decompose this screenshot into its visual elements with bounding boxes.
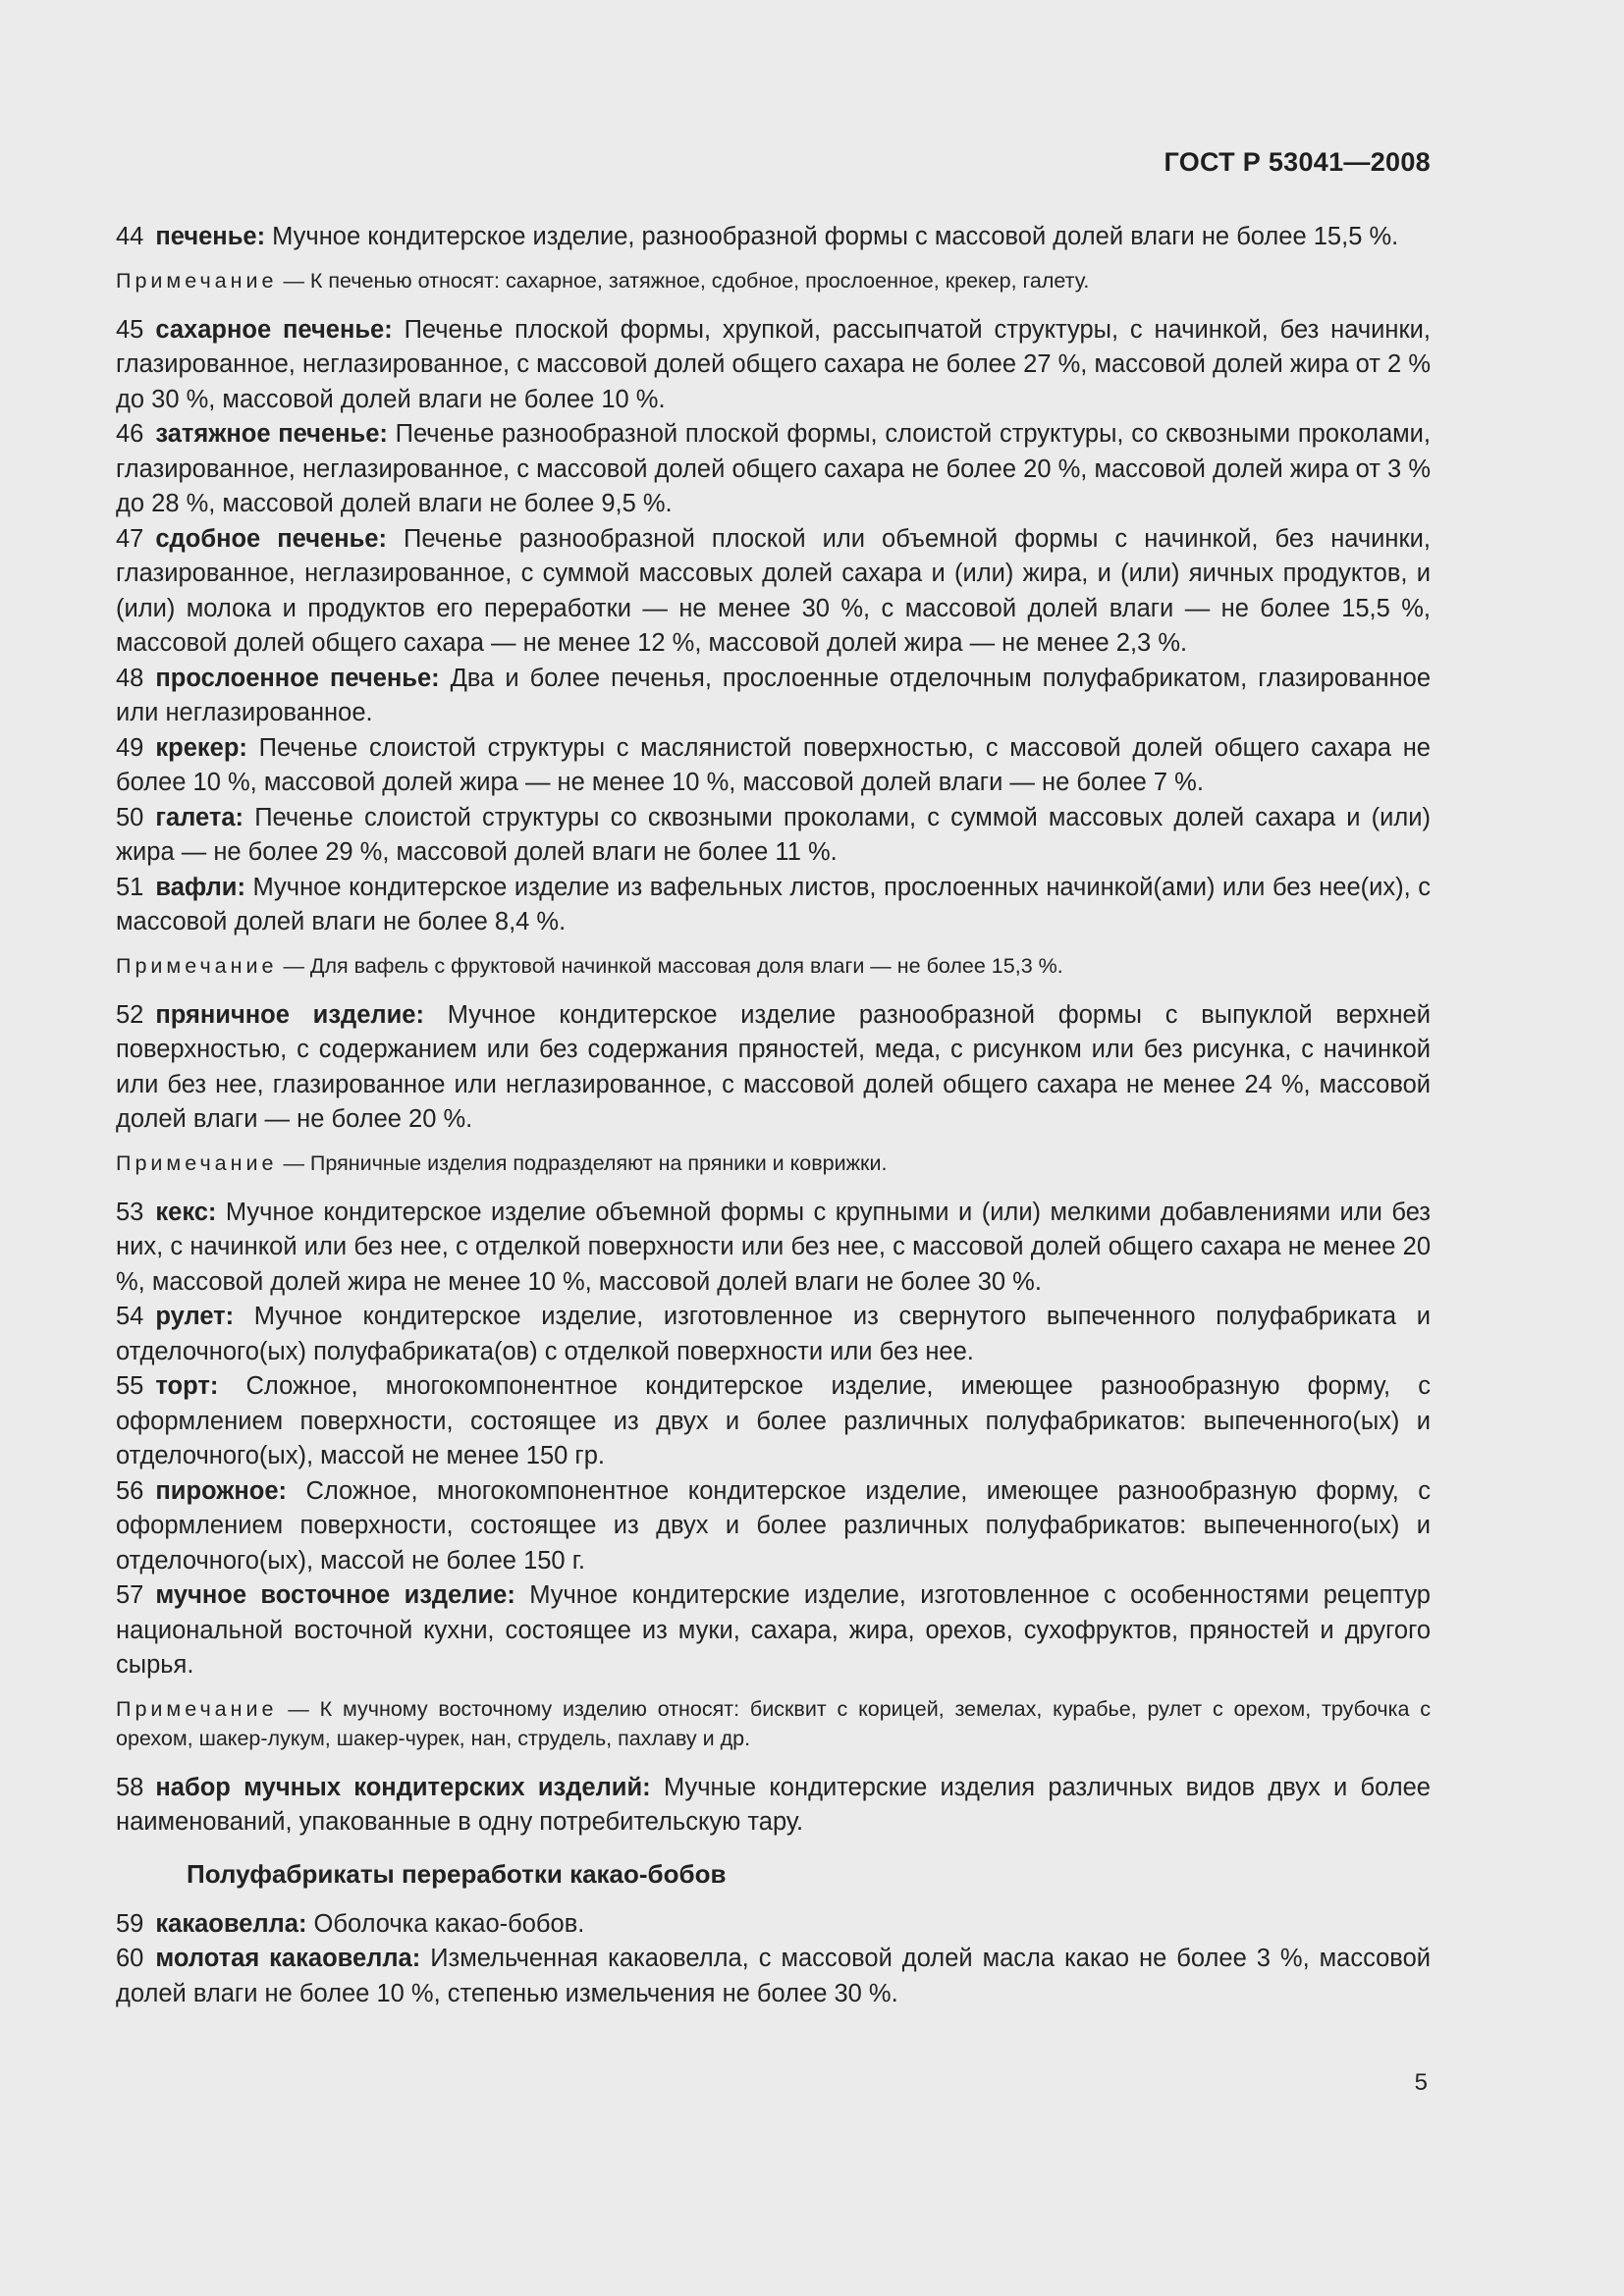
term-definition: Измельченная какаовелла, с массовой долей масла какао не более 3 %, массовой долей влаги не более 10 %, степенью измельчения не более 30 %.: [116, 1945, 1431, 2007]
term-definition: Сложное, многокомпонентное кондитерское изделие, имеющее разнообразную форму, с оформлением поверхности, состоящее из двух и более различных полуфабрикатов: выпеченного(ых) и отделочного(ых), массой не более 150 г.: [116, 1476, 1431, 1575]
term-number: 56: [116, 1476, 144, 1505]
term-definition: Печенье разнообразной плоской формы, слоистой структуры, со сквозными проколами, глазированное, неглазированное, с массовой долей общего сахара не более 20 %, массовой долей жира от 3 % до 28 %, массовой долей влаги не более 9,5 %.: [116, 420, 1431, 517]
term-number: 57: [116, 1581, 144, 1609]
note-label: Примечание: [116, 268, 278, 293]
note: [116, 1148, 1431, 1178]
term-entry: [116, 1474, 1431, 1579]
term-number: 47: [116, 524, 144, 553]
term-entry: [116, 1771, 1431, 1841]
term-name: сахарное печенье:: [155, 315, 393, 344]
term-number: 59: [116, 1909, 144, 1938]
term-name: вафли:: [155, 873, 245, 901]
term-name: молотая какаовелла:: [155, 1945, 421, 1972]
term-entry: [116, 731, 1431, 801]
term-entry: [116, 1196, 1431, 1301]
term-definition: Мучное кондитерское изделие разнообразной формы с выпуклой верхней поверхностью, с содержанием или без содержания пряностей, меда, с рисунком или без рисунка, с начинкой или без нее, глазированное или неглазированное, с массовой долей общего сахара не менее 24 %, массовой долей влаги — не более 20 %.: [116, 1000, 1431, 1133]
note-text: — Пряничные изделия подразделяют на пряники и коврижки.: [283, 1150, 888, 1175]
term-number: 55: [116, 1372, 144, 1400]
term-number: 54: [116, 1303, 144, 1330]
term-number: 45: [116, 315, 144, 344]
term-definition: Мучное кондитерское изделие, изготовленное из свернутого выпеченного полуфабриката и отделочного(ых) полуфабриката(ов) с отделкой поверхности или без нее.: [116, 1303, 1431, 1365]
term-definition: Мучное кондитерское изделие, разнообразной формы с массовой долей влаги не более 15,5 %.: [272, 223, 1399, 250]
term-number: 52: [116, 1000, 144, 1029]
note-label: Примечание: [116, 953, 278, 978]
document-id: ГОСТ Р 53041—2008: [1164, 147, 1431, 177]
page-number: 5: [1414, 2069, 1428, 2096]
term-number: 44: [116, 223, 144, 250]
term-entry: [116, 1942, 1431, 2011]
note: [116, 266, 1431, 295]
note: [116, 951, 1431, 981]
term-name: кекс:: [155, 1198, 217, 1226]
term-number: 50: [116, 803, 144, 831]
document-body: [116, 220, 1431, 2011]
note-text: — К мучному восточному изделию относят: бисквит с корицей, земелах, курабье, рулет с орехом, трубочка с орехом, шакер-лукум, шакер-чурек, нан, струдель, пахлаву и др.: [116, 1696, 1431, 1750]
note-label: Примечание: [116, 1696, 278, 1721]
note-text: — К печенью относят: сахарное, затяжное, сдобное, прослоенное, крекер, галету.: [283, 268, 1090, 293]
note-text: — Для вафель с фруктовой начинкой массовая доля влаги — не более 15,3 %.: [283, 953, 1063, 978]
term-number: 53: [116, 1198, 144, 1226]
term-entry: [116, 1300, 1431, 1369]
term-entry: [116, 220, 1431, 255]
term-name: какаовелла:: [155, 1909, 307, 1938]
term-name: затяжное печенье:: [155, 420, 388, 448]
term-name: торт:: [155, 1372, 219, 1400]
term-entry: [116, 1907, 1431, 1943]
term-name: крекер:: [155, 733, 247, 762]
term-number: 51: [116, 873, 144, 901]
term-definition: Оболочка какао-бобов.: [313, 1909, 585, 1938]
term-definition: Печенье разнообразной плоской или объемной формы с начинкой, без начинки, глазированное, неглазированное, с суммой массовых долей сахара и (или) жира, и (или) яичных продуктов, и (или) молока и продуктов его переработки — не менее 30 %, с массовой долей влаги — не более 15,5 %, массовой долей общего сахара — не менее 12 %, массовой долей жира — не менее 2,3 %.: [116, 524, 1431, 657]
term-name: мучное восточное изделие:: [155, 1581, 515, 1609]
term-definition: Печенье плоской формы, хрупкой, рассыпчатой структуры, с начинкой, без начинки, глазированное, неглазированное, с массовой долей общего сахара не более 27 %, массовой долей жира от 2 % до 30 %, массовой долей влаги не более 10 %.: [116, 315, 1431, 413]
term-name: галета:: [155, 803, 244, 831]
section-title: Полуфабрикаты переработки какао-бобов: [187, 1858, 727, 1889]
term-entry: [116, 998, 1431, 1138]
term-name: печенье:: [155, 223, 266, 250]
term-name: пряничное изделие:: [155, 1000, 424, 1029]
term-number: 58: [116, 1773, 144, 1801]
term-number: 46: [116, 420, 144, 448]
term-name: прослоенное печенье:: [155, 664, 440, 692]
term-definition: Мучное кондитерские изделие, изготовленное с особенностями рецептур национальной восточной кухни, состоящее из муки, сахара, жира, орехов, сухофруктов, пряностей и другого сырья.: [116, 1581, 1431, 1679]
note: [116, 1694, 1431, 1753]
term-number: 48: [116, 664, 144, 692]
term-name: рулет:: [155, 1303, 235, 1330]
term-name: набор мучных кондитерских изделий:: [155, 1773, 651, 1801]
term-definition: Мучные кондитерские изделия различных видов двух и более наименований, упакованные в одну потребительскую тару.: [116, 1773, 1431, 1836]
term-definition: Два и более печенья, прослоенные отделочным полуфабрикатом, глазированное или неглазированное.: [116, 664, 1432, 726]
term-number: 49: [116, 733, 144, 762]
term-name: сдобное печенье:: [155, 524, 387, 553]
term-definition: Печенье слоистой структуры с маслянистой поверхностью, с массовой долей общего сахара не более 10 %, массовой долей жира — не менее 10 %, массовой долей влаги — не более 7 %.: [116, 733, 1431, 796]
term-entry: [116, 417, 1431, 522]
term-entry: [116, 1369, 1431, 1474]
term-entry: [116, 662, 1431, 731]
term-number: 60: [116, 1945, 144, 1972]
term-entry: [116, 1578, 1431, 1683]
term-entry: [116, 313, 1431, 418]
term-name: пирожное:: [155, 1476, 288, 1505]
term-entry: [116, 522, 1431, 662]
note-label: Примечание: [116, 1150, 278, 1175]
term-entry: [116, 871, 1431, 940]
term-definition: Печенье слоистой структуры со сквозными проколами, с суммой массовых долей сахара и (или) жира — не более 29 %, массовой долей влаги не более 11 %.: [116, 803, 1431, 866]
term-definition: Мучное кондитерское изделие объемной формы с крупными и (или) мелкими добавлениями или без них, с начинкой или без нее, с отделкой поверхности или без нее, с массовой долей общего сахара не менее 20 %, массовой долей жира не менее 10 %, массовой долей влаги не более 30 %.: [116, 1198, 1432, 1296]
term-definition: Сложное, многокомпонентное кондитерское изделие, имеющее разнообразную форму, с оформлением поверхности, состоящее из двух и более различных полуфабрикатов: выпеченного(ых) и отделочного(ых), массой не менее 150 гр.: [116, 1372, 1432, 1469]
term-entry: [116, 801, 1431, 871]
term-definition: Мучное кондитерское изделие из вафельных листов, прослоенных начинкой(ами) или без нее(их), с массовой долей влаги не более 8,4 %.: [116, 873, 1431, 935]
